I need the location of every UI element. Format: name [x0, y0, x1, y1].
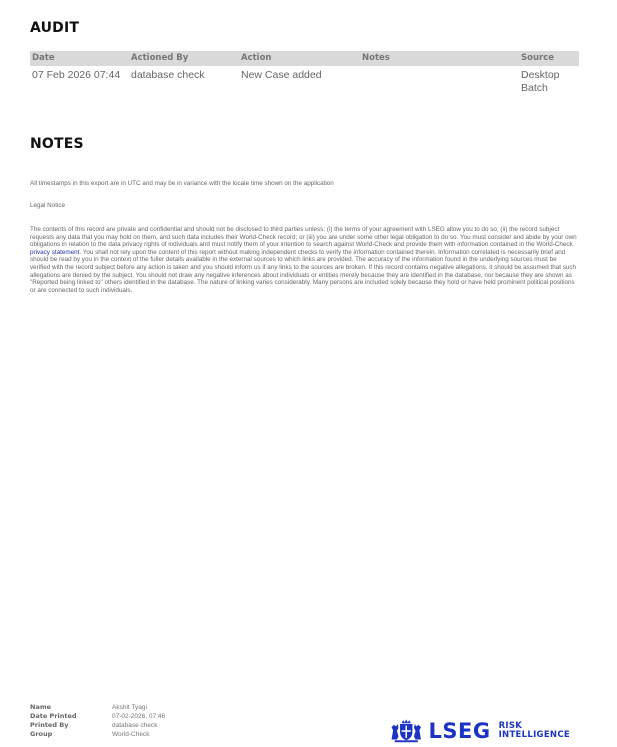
tagline-line-1: RISK	[498, 721, 523, 731]
risk-intelligence-tagline	[499, 722, 570, 740]
date-printed-value: 07-02-2026, 07:46	[112, 713, 166, 720]
cell-action: New Case added	[241, 69, 322, 81]
name-value: Akshit Tyagi	[112, 704, 147, 711]
table-row	[30, 66, 579, 95]
legal-notice-text	[30, 226, 578, 294]
legal-text-part-1: The contents of this record are private and confidential and should not be disclosed to third parties unless: (i) the terms of your agreement with LSEG allow you to do so; (ii) the record subject requests any data that you may hold on them, and such data includes their World-Check record; or (iii) you are under some other legal obligation to do so. You must consider and abide by your own obligations in relation to the data privacy rights of individuals and must notify them of your intention to search against World-Check and provide them with information contained in the World-Check	[30, 226, 577, 249]
printed-by-value: database check	[112, 722, 158, 729]
name-label: Name	[30, 703, 52, 711]
cell-source	[519, 66, 579, 95]
audit-heading: AUDIT	[30, 20, 80, 36]
column-header-source: Source	[519, 51, 579, 66]
printed-by-label: Printed By	[30, 721, 69, 729]
print-metadata	[30, 703, 165, 739]
column-header-action: Action	[239, 51, 360, 66]
timestamp-note: All timestamps in this export are in UTC and may be in variance with the locale time shown on the application	[30, 180, 334, 187]
legal-text-part-2: . You shall not rely upon the content of this report without making independent checks to verify the information contained therein. Information correlated is necessarily brief and should be read by you in the context of the fuller details available in the external sources to which links are provided. The accuracy of the information found in the underlying sources must be verified with the record subject before any action is taken and you should inform us if any links to the sources are broken. If this record contains negative allegations, it should be assumed that such allegations are denied by the subject. You should not draw any negative inferences about individuals or entities merely because they are identified in the database, nor because they are shown as "Reported being linked to" others identified in the database. The nature of linking varies considerably. Many persons are included solely because they hold or have held prominent political positions or are connected to such individuals.	[30, 248, 577, 294]
column-header-notes: Notes	[360, 51, 519, 66]
date-printed-label: Date Printed	[30, 712, 77, 720]
group-label: Group	[30, 730, 53, 738]
audit-table	[30, 51, 579, 95]
cell-actioned-by: database check	[131, 69, 205, 81]
column-header-actioned-by: Actioned By	[129, 51, 239, 66]
audit-header-row	[30, 51, 579, 66]
lseg-logo	[390, 716, 570, 746]
cell-notes	[360, 66, 519, 95]
column-header-date: Date	[30, 51, 129, 66]
notes-heading: NOTES	[30, 136, 84, 152]
source-line-1: Desktop	[521, 69, 560, 81]
privacy-statement-link[interactable]: privacy statement	[30, 248, 80, 256]
legal-notice-title: Legal Notice	[30, 202, 66, 209]
tagline-line-2: INTELLIGENCE	[498, 730, 570, 740]
cell-date: 07 Feb 2026 07:44	[32, 69, 121, 81]
lseg-wordmark: LSEG	[428, 719, 491, 743]
source-line-2: Batch	[521, 82, 548, 94]
group-value: World-Check	[112, 731, 150, 738]
lseg-crest-icon	[390, 716, 422, 746]
